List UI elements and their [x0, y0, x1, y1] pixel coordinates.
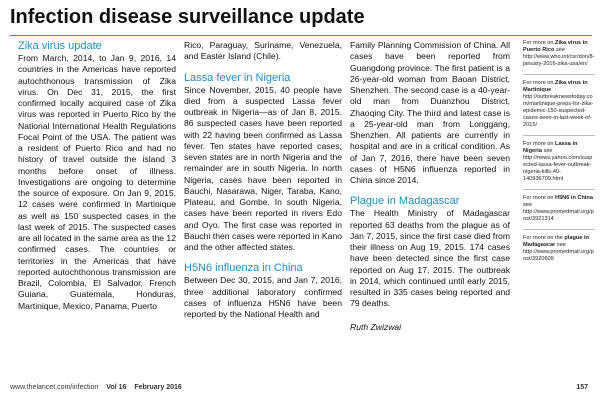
- sidebar-note-topic: Zika virus in Martinique: [523, 80, 588, 93]
- zika-body-continued: Rico, Paraguay, Suriname, Venezuela, and Easter Island (Chile).: [184, 40, 342, 62]
- sidebar-note-topic: plague in Madagascar: [523, 235, 589, 248]
- sidebar-note-link[interactable]: see http://www.promedmail.org/post/3920609: [523, 242, 594, 262]
- sidebar-note-link[interactable]: http://outbreaknewstoday.com/martinique-preps-for-zika-epidemic-150-suspected-cases-seen-in-last-week-of-2015/: [523, 94, 594, 128]
- sidebar-note-topic: Lassa in Nigeria: [523, 141, 578, 154]
- zika-heading: Zika virus update: [18, 40, 102, 52]
- plague-body: The Health Ministry of Madagascar reported 63 deaths from the plague as of Jan 7, 2015, since the first case died from their illness on Aug 19, 2015. 174 cases have been detected since the first case reported on Aug 17, 2015. The outbreak in 2014, which continued until early 2015, resulted in 335 cases being reported and 79 deaths.: [350, 208, 510, 309]
- sidebar-note-topic: Zika virus in Puerto Rico: [523, 40, 588, 53]
- sidebar-divider: [523, 135, 595, 136]
- sidebar-note: [523, 80, 595, 129]
- page-title: Infection disease surveillance update: [10, 6, 365, 28]
- sidebar-divider: [523, 229, 595, 230]
- sidebar-note-link[interactable]: see http://news.yahoo.com/suspected-lassa-fever-outbreak-nigeria-kills-40-140936709.html: [523, 148, 593, 182]
- sidebar-note-topic: H5N6 in China: [555, 195, 593, 201]
- footer-citation: [10, 384, 182, 391]
- footer-url[interactable]: www.thelancet.com/infection: [10, 384, 99, 391]
- lassa-body: Since November, 2015, 40 people have died from a suspected Lassa fever outbreak in Nigeria—as of Jan 8, 2015. 86 suspected cases have been reported with 22 having been confirmed as Lassa fever. Ten states have reported cases; seven states are in north Nigeria and the remainder are in south Nigeria. In north Nigeria, cases have been reported in Bauchi, Nasarawa, Niger, Taraba, Kano, Plateau, and Gombe. In south Nigeria, cases have been reported in rivers Edo and Oyo. The first case was reported in Bauchi then cases were reported in Kano and the other affected states.: [184, 84, 342, 252]
- sidebar-notes: [523, 40, 595, 269]
- sidebar-note: [523, 195, 595, 223]
- page-number: 157: [576, 384, 588, 391]
- h5n6-body: Between Dec 30, 2015, and Jan 7, 2016, three additional laboratory confirmed cases of influenza H5N6 have been reported by the National Health and: [184, 275, 342, 319]
- sidebar-divider: [523, 189, 595, 190]
- lassa-heading: Lassa fever in Nigeria: [184, 71, 291, 84]
- sidebar-divider: [523, 74, 595, 75]
- sidebar-note-prefix: For more on: [523, 141, 556, 147]
- footer-volume: Vol 16: [106, 384, 127, 391]
- column-3: [350, 40, 510, 333]
- sidebar-note-link[interactable]: see http://www.promedmail.org/post/3921314: [523, 202, 594, 222]
- footer-date: February 2016: [134, 384, 182, 391]
- zika-body: From March, 2014, to Jan 9, 2016, 14 countries in the Americas have reported autochthonous transmission of Zika virus. On Dec 31, 2015, the first confirmed locally acquired case of Zika virus was reported in Puerto Rico by the National International Health Regulations Focal Point of the USA. The patient was a resident of Puerto Rico and had no history of travel outside the island 3 months before onset of illness. Investigations are ongoing to determine the source of exposure. On Jan 9, 2015, 12 cases were confirmed in Martinique as well as 150 suspected cases in the last week of 2015. The suspected cases are all located in the same area as the 12 confirmed cases. The countries or territories in the Americas that have reported autochthonous transmission are Brazil, Colombia, El Salvador, French Guiana, Guatemala, Honduras, Martinique, Mexico, Panama, Puerto: [18, 53, 176, 311]
- sidebar-note-prefix: For more on: [523, 195, 556, 201]
- title-rule: [10, 35, 592, 36]
- sidebar-note-prefix: For more on: [523, 80, 556, 86]
- sidebar-note: [523, 141, 595, 183]
- sidebar-note-link[interactable]: see http://www.who.int/csr/don/8-january-2016-zika-usa/en/: [523, 47, 595, 67]
- sidebar-note: [523, 40, 595, 68]
- plague-heading: Plague in Madagascar: [350, 195, 460, 208]
- h5n6-body-continued: Family Planning Commission of China. All cases have been reported from Guangdong province. The first patient is a 26-year-old woman from Baoan District, Shenzhen. The second case is a 40-year-old man from Duanzhou District, Zhaoqing City. The third and latest case is a 25-year-old man from Longgang, Shenzhen. All patients are currently in hospital and are in a critical condition. As of Jan 7, 2016, there have been seven cases of H5N6 influenza reported in China since 2014.: [350, 40, 510, 185]
- author-name: Ruth Zwizwai: [350, 321, 402, 332]
- sidebar-note: [523, 235, 595, 263]
- sidebar-note-prefix: For more on: [523, 40, 556, 46]
- column-2: [184, 40, 342, 320]
- sidebar-note-prefix: For more on the: [523, 235, 565, 241]
- column-1: [18, 40, 176, 312]
- h5n6-heading: H5N6 influenza in China: [184, 262, 303, 275]
